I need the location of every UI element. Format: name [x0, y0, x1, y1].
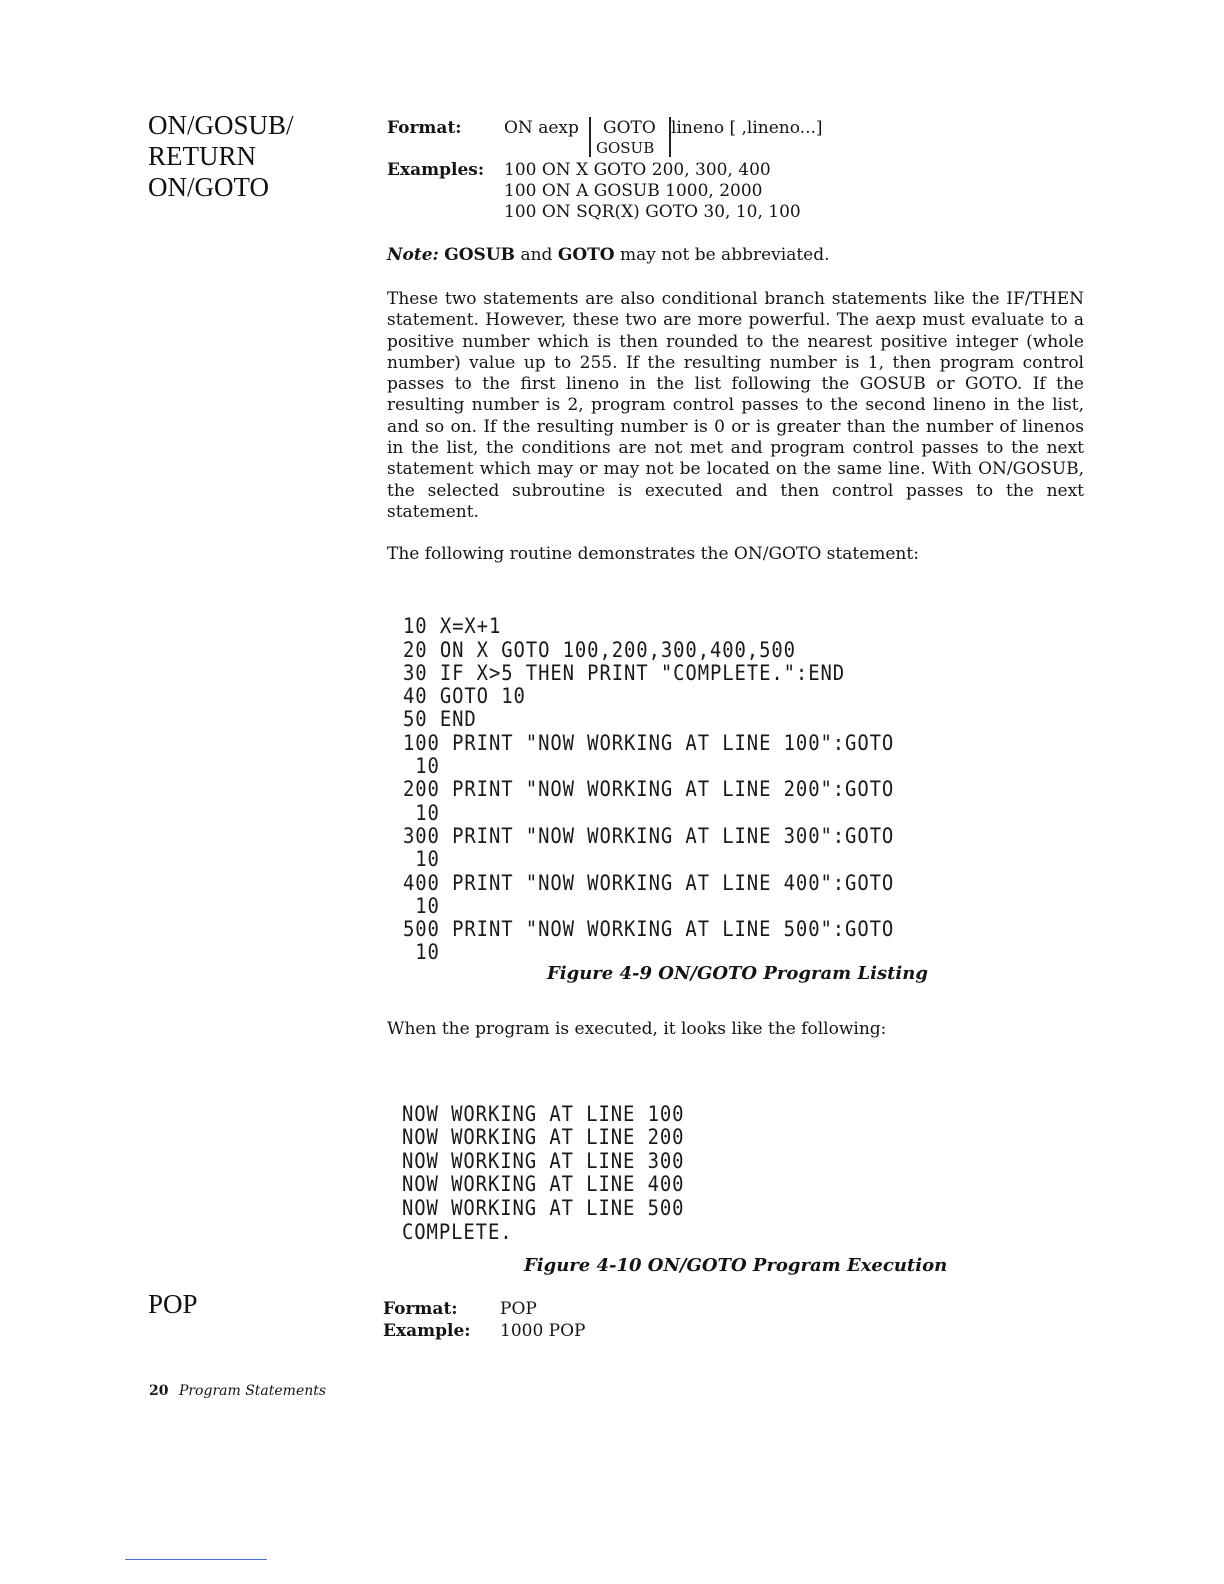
format-option-goto: GOTO [603, 118, 656, 138]
code-line: 10 [403, 847, 440, 872]
code-line: 10 [403, 754, 440, 779]
code-line: 300 PRINT "NOW WORKING AT LINE 300":GOTO [403, 823, 895, 848]
figure-caption-execution: Figure 4-10 ON/GOTO Program Execution [524, 1255, 948, 1276]
note-keyword: GOSUB [444, 245, 516, 265]
note-text: and [520, 245, 553, 265]
execution-intro: When the program is executed, it looks like the following: [387, 1019, 887, 1039]
heading-line: ON/GOTO [148, 172, 269, 202]
code-line: 40 GOTO 10 [403, 684, 526, 709]
pop-format-value: POP [500, 1299, 537, 1319]
section-heading-on-gosub [148, 110, 294, 203]
listing-intro: The following routine demonstrates the ON/GOTO statement: [387, 544, 919, 564]
format-suffix: lineno [ ,lineno...] [671, 118, 823, 138]
output-line: NOW WORKING AT LINE 400 [402, 1172, 685, 1197]
example-line: 100 ON X GOTO 200, 300, 400 [504, 160, 771, 180]
code-line: 200 PRINT "NOW WORKING AT LINE 200":GOTO [403, 777, 895, 802]
code-line: 30 IF X>5 THEN PRINT "COMPLETE.":END [403, 660, 846, 685]
example-line: 100 ON A GOSUB 1000, 2000 [504, 181, 763, 201]
pop-format-label: Format: [383, 1299, 458, 1319]
pop-example-value: 1000 POP [500, 1321, 586, 1341]
code-line: 10 [403, 940, 440, 965]
code-line: 500 PRINT "NOW WORKING AT LINE 500":GOTO [403, 917, 895, 942]
output-line: COMPLETE. [402, 1219, 513, 1244]
code-line: 400 PRINT "NOW WORKING AT LINE 400":GOTO [403, 870, 895, 895]
examples-list [504, 160, 801, 223]
note-text: may not be abbreviated. [620, 245, 830, 265]
program-listing [403, 592, 894, 988]
code-line: 10 [403, 893, 440, 918]
format-prefix: ON aexp [504, 118, 579, 138]
output-line: NOW WORKING AT LINE 100 [402, 1101, 685, 1126]
note-label: Note: [387, 245, 439, 265]
description-paragraph: These two statements are also conditional branch statements like the IF/THEN statement. However, these two are more powerful. The aexp must evaluate to a positive number which is then rounded to the nearest positive integer (whole number) value up to 255. If the resulting number is 1, then program control passes to the first lineno in the list following the GOSUB or GOTO. If the resulting number is 2, program control passes to the second lineno in the list, and so on. If the resulting number is 0 or is greater than the number of linenos in the list, the conditions are not met and program control passes to the next statement which may or may not be located on the same line. With ON/GOSUB, the selected subroutine is executed and then control passes to the next statement. [387, 289, 1084, 522]
format-label: Format: [387, 118, 462, 138]
examples-label: Examples: [387, 160, 485, 180]
page-footer [149, 1383, 326, 1399]
footer-rule [125, 1559, 267, 1560]
page-number: 20 [149, 1383, 169, 1399]
heading-line: ON/GOSUB/ [148, 110, 294, 140]
footer-section-title: Program Statements [178, 1383, 327, 1399]
heading-line: RETURN [148, 141, 256, 171]
code-line: 10 X=X+1 [403, 614, 502, 639]
section-heading-pop: POP [148, 1289, 198, 1319]
note [387, 245, 830, 266]
code-line: 50 END [403, 707, 477, 732]
example-line: 100 ON SQR(X) GOTO 30, 10, 100 [504, 202, 801, 222]
program-output [402, 1079, 684, 1268]
format-option-gosub: GOSUB [596, 139, 655, 157]
code-line: 20 ON X GOTO 100,200,300,400,500 [403, 637, 796, 662]
note-keyword: GOTO [557, 245, 615, 265]
output-line: NOW WORKING AT LINE 200 [402, 1125, 685, 1150]
output-line: NOW WORKING AT LINE 500 [402, 1195, 685, 1220]
code-line: 100 PRINT "NOW WORKING AT LINE 100":GOTO [403, 730, 895, 755]
code-line: 10 [403, 800, 440, 825]
output-line: NOW WORKING AT LINE 300 [402, 1148, 685, 1173]
figure-caption-listing: Figure 4-9 ON/GOTO Program Listing [547, 963, 928, 984]
pop-example-label: Example: [383, 1321, 471, 1341]
